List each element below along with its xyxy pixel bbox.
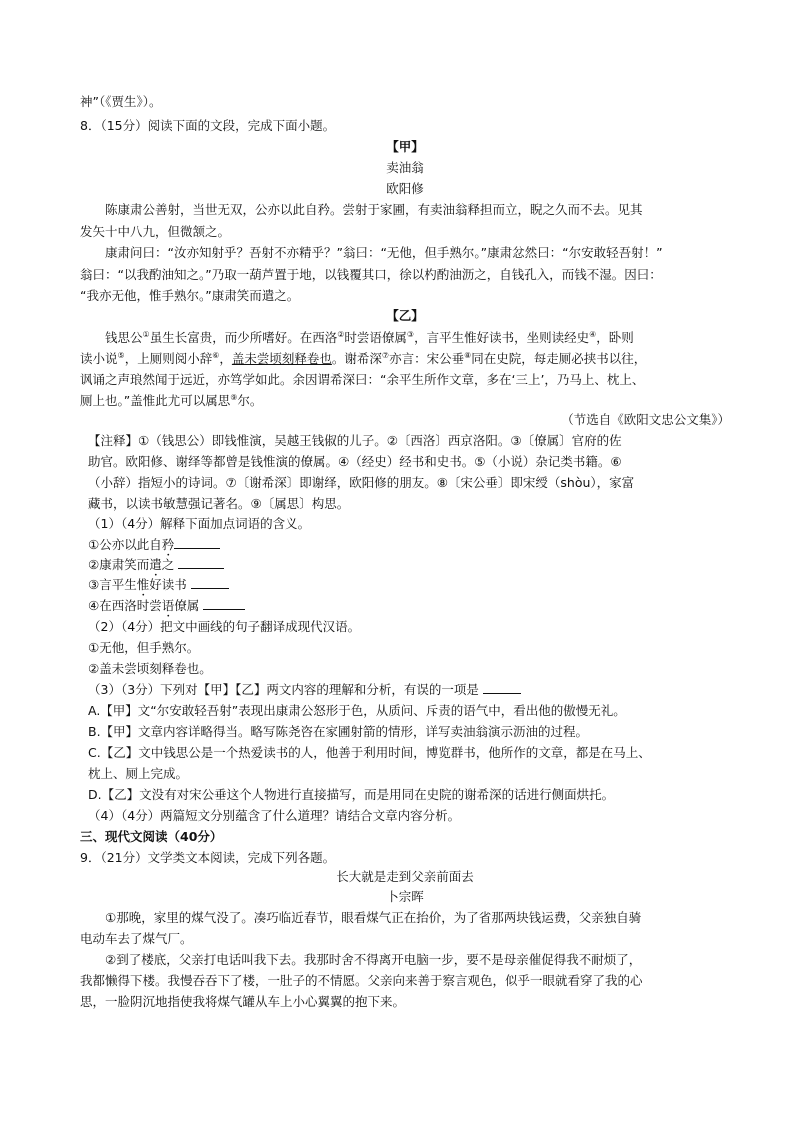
passage-yi-line: 讽诵之声琅然闻于远近，亦笃学如此。余因谓希深曰：“余平生所作文章，多在‘三上’，乃马上、枕上、 <box>80 372 645 387</box>
passage-jia-line: 翁曰：“以我酌油知之。”乃取一葫芦置于地，以钱覆其口，徐以杓酌油沥之，自钱孔入，而钱不湿。因曰： <box>80 267 662 282</box>
passage-yi-tag: 【乙】 <box>386 308 424 323</box>
story-title: 长大就是走到父亲前面去 <box>336 869 474 884</box>
subquestion-4: （4）（4分）两篇短文分别蕴含了什么道理？请结合文章内容分析。 <box>88 808 461 823</box>
annotation-line: 助官。欧阳修、谢绎等都曾是钱惟演的僚属。④（经史）经书和史书。⑤（小说）杂记类书籍。⑥ <box>88 454 622 469</box>
passage-yi-line: 读小说⑤，上厕则阅小辞⑥，盖未尝顷刻释卷也。谢希深⑦亦言：宋公垂⑧同在史院，每走厕必挟书以往， <box>80 350 647 366</box>
text-line: 神”（《贾生》）。 <box>80 94 162 109</box>
subquestion-3: （3）（3分）下列对【甲】【乙】两文内容的理解和分析，有误的一项是 <box>88 680 521 700</box>
story-line: ②到了楼底，父亲打电话叫我下去。我那时舍不得离开电脑一步，要不是母亲催促得我不耐烦了， <box>105 952 642 967</box>
subquestion-1-item: ④在西洛时尝语僚属 <box>88 596 245 620</box>
passage-jia-author: 欧阳修 <box>386 181 424 196</box>
option-d: D.【乙】文没有对宋公垂这个人物进行直接描写，而是用同在史院的谢希深的话进行侧面烘托。 <box>88 787 615 802</box>
section-heading: 三、现代文阅读（40分） <box>80 829 223 844</box>
story-author: 卜宗晖 <box>386 889 424 904</box>
option-b: B.【甲】文章内容详略得当。略写陈尧咨在家圃射箭的情形，详写卖油翁演示沥油的过程。 <box>88 724 589 739</box>
passage-jia-line: 陈康肃公善射，当世无双，公亦以此自矜。尝射于家圃，有卖油翁释担而立，睨之久而不去。见其 <box>105 202 643 217</box>
subquestion-2-item: ①无他，但手熟尔。 <box>88 640 200 655</box>
answer-blank[interactable] <box>203 597 245 610</box>
passage-jia-line: 康肃问曰：“汝亦知射乎？吾射不亦精乎？”翁曰：“无他，但手熟尔。”康肃忿然曰：“尔安敢轻吾射！” <box>105 245 663 260</box>
story-line: 思，一脸阴沉地指使我将煤气罐从车上小心翼翼的抱下来。 <box>80 994 406 1009</box>
subquestion-2-item: ②盖未尝顷刻释卷也。 <box>88 661 212 676</box>
passage-yi-line: 厕上也。”盖惟此尤可以属思⑨尔。 <box>80 392 263 408</box>
annotation-line: 【注释】①（钱思公）即钱惟演，吴越王钱俶的儿子。②〔西洛〕西京洛阳。③〔僚属〕官府的佐 <box>88 433 622 448</box>
passage-yi-line: 钱思公①虽生长富贵，而少所嗜好。在西洛②时尝语僚属③，言平生惟好读书，坐则读经史④，卧则 <box>105 329 634 345</box>
passage-jia-line: 发矢十中八九，但微颔之。 <box>80 224 231 239</box>
option-c: C.【乙】文中钱思公是一个热爱读书的人，他善于利用时间，博览群书，他所作的文章，都是在马上、 <box>88 745 651 760</box>
subquestion-1-item: ②康肃笑而遣之 <box>88 555 224 579</box>
passage-jia-tag: 【甲】 <box>386 139 424 154</box>
option-a: A.【甲】文“尔安敢轻吾射”表现出康肃公怒形于色，从质问、斥责的语气中，看出他的傲慢无礼。 <box>88 703 626 718</box>
passage-jia-line: “我亦无他，惟手熟尔。”康肃笑而遣之。 <box>80 288 300 303</box>
question-8-heading: 8．（15分）阅读下面的文段，完成下面小题。 <box>80 118 336 133</box>
subquestion-1-item: ③言平生惟好读书 <box>88 575 229 599</box>
annotation-line: 藏书，以读书敏慧强记著名。⑨〔属思〕构思。 <box>88 496 350 511</box>
answer-blank[interactable] <box>174 536 220 549</box>
subquestion-1: （1）（4分）解释下面加点词语的含义。 <box>88 516 311 531</box>
answer-blank[interactable] <box>483 681 521 694</box>
option-c: 枕上、厕上完成。 <box>88 766 189 781</box>
passage-jia-title: 卖油翁 <box>386 160 424 175</box>
subquestion-2: （2）（4分）把文中画线的句子翻译成现代汉语。 <box>88 619 361 634</box>
question-9-heading: 9．（21分）文学类文本阅读，完成下列各题。 <box>80 850 336 865</box>
story-line: ①那晚，家里的煤气没了。凑巧临近春节，眼看煤气正在抬价，为了省那两块钱运费，父亲独自骑 <box>105 910 642 925</box>
underlined-sentence: 盖未尝顷刻释卷也 <box>231 351 332 366</box>
answer-blank[interactable] <box>191 576 229 589</box>
answer-blank[interactable] <box>178 556 224 569</box>
subquestion-1-item: ①公亦以此自矜 <box>88 535 220 559</box>
story-line: 电动车去了煤气厂。 <box>80 931 193 946</box>
passage-source: （节选自《欧阳文忠公文集》） <box>561 412 730 427</box>
annotation-line: （小辞）指短小的诗词。⑦〔谢希深〕即谢绎，欧阳修的朋友。⑧〔宋公垂〕即宋绶（shòu），家富 <box>88 475 635 490</box>
story-line: 我都懒得下楼。我慢吞吞下了楼，一肚子的不情愿。父亲向来善于察言观色，似乎一眼就看穿了我的心 <box>80 973 643 988</box>
